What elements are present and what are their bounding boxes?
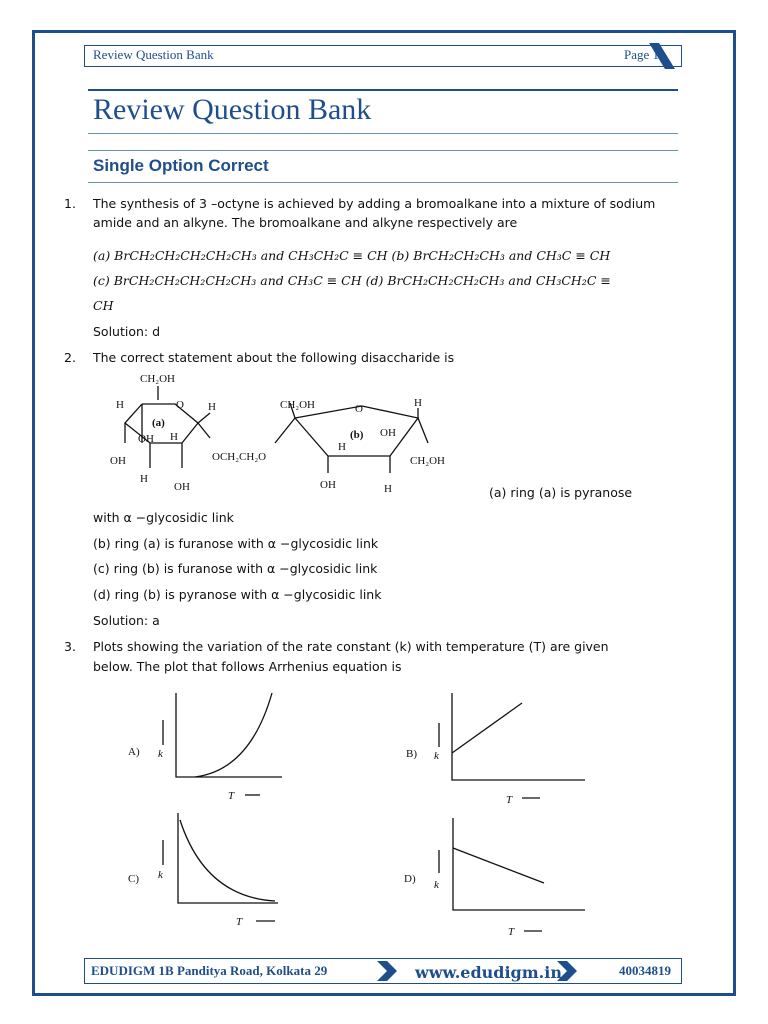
footer-arrow-icon-1	[375, 961, 399, 981]
ring-a-label: (a)	[152, 417, 165, 429]
plot-d-k: k	[434, 879, 439, 891]
header-title: Review Question Bank	[93, 47, 214, 62]
q2-option-a-part2: with α −glycosidic link	[93, 510, 234, 525]
plot-a-label: A)	[128, 746, 140, 758]
plot-a-t: T	[228, 790, 235, 802]
q2-number: 2.	[64, 350, 76, 365]
section-bottom-rule	[88, 182, 678, 183]
ring-b-h3: H	[384, 483, 392, 495]
plot-c-label: C)	[128, 873, 139, 885]
q1-line1: The synthesis of 3 –octyne is achieved by adding a bromoalkane into a mixture of sodium	[93, 196, 656, 211]
ring-a-ch2oh: CH₂OH	[140, 373, 176, 385]
section-top-rule	[88, 150, 678, 151]
page-header	[84, 45, 682, 67]
ring-a-h3: H	[170, 431, 178, 443]
ring-b-oh2: OH	[320, 479, 336, 491]
ring-a-o: O	[176, 399, 184, 411]
plot-b-t: T	[506, 794, 513, 806]
footer-address: EDUDIGM 1B Panditya Road, Kolkata 29	[91, 963, 328, 978]
ring-b-h2: H	[338, 441, 346, 453]
q1-solution: Solution: d	[93, 324, 161, 339]
page-number: Page 1	[623, 47, 659, 62]
q2-option-c: (c) ring (b) is furanose with α −glycosidic link	[93, 561, 378, 576]
plot-c-k: k	[158, 869, 163, 881]
ring-a-oh1: OH	[138, 433, 154, 445]
ring-a-oh2: OH	[110, 455, 126, 467]
title-top-rule	[88, 89, 678, 91]
plot-d-label: D)	[404, 873, 416, 885]
ring-a-h4: H	[140, 473, 148, 485]
q2-option-b: (b) ring (a) is furanose with α −glycosidic link	[93, 536, 379, 551]
ring-b-h1: H	[414, 397, 422, 409]
link-group: OCH₂CH₂O	[212, 451, 267, 463]
q3-line1: Plots showing the variation of the rate constant (k) with temperature (T) are given	[93, 639, 609, 654]
plot-c-t: T	[236, 916, 243, 928]
ring-b-ch2oh-right: CH₂OH	[410, 455, 446, 467]
q1-line2: amide and an alkyne. The bromoalkane and alkyne respectively are	[93, 215, 518, 230]
plot-d-t: T	[508, 926, 515, 938]
q2-option-d: (d) ring (b) is pyranose with α −glycosidic link	[93, 587, 382, 602]
q2-option-a-part1: (a) ring (a) is pyranose	[489, 485, 633, 500]
ring-a-h2: H	[208, 401, 216, 413]
q1-option-c-d: (c) BrCH₂CH₂CH₂CH₂CH₃ and CH₃C ≡ CH (d) BrCH₂CH₂CH₂CH₃ and CH₃CH₂C ≡	[93, 273, 611, 288]
plot-b-label: B)	[406, 748, 417, 760]
ring-b-oh1: OH	[380, 427, 396, 439]
page-title: Review Question Bank	[93, 93, 372, 126]
q3-number: 3.	[64, 639, 76, 654]
arrhenius-plots	[110, 685, 600, 950]
ring-a-h1: H	[116, 399, 124, 411]
ring-a-oh3: OH	[174, 481, 190, 493]
q2-line1: The correct statement about the following disaccharide is	[93, 350, 455, 365]
ring-b-o: O	[355, 403, 363, 415]
footer-website-link[interactable]: www.edudigm.in	[415, 963, 562, 982]
title-bottom-rule	[88, 133, 678, 134]
q1-number: 1.	[64, 196, 76, 211]
q1-option-d-cont: CH	[93, 298, 114, 313]
plot-b-k: k	[434, 750, 439, 762]
q1-option-a-b: (a) BrCH₂CH₂CH₂CH₂CH₃ and CH₃CH₂C ≡ CH (b) BrCH₂CH₂CH₃ and CH₃C ≡ CH	[93, 248, 611, 263]
ring-b-label: (b)	[350, 429, 364, 441]
footer-arrow-icon-2	[555, 961, 579, 981]
q2-solution: Solution: a	[93, 613, 160, 628]
plot-a-k: k	[158, 748, 163, 760]
ring-b-ch2oh: CH₂OH	[280, 399, 316, 411]
page-footer	[84, 958, 682, 984]
section-heading: Single Option Correct	[93, 156, 269, 175]
footer-phone: 40034819	[619, 963, 671, 978]
q3-line2: below. The plot that follows Arrhenius equation is	[93, 659, 402, 674]
disaccharide-structure	[100, 368, 470, 498]
